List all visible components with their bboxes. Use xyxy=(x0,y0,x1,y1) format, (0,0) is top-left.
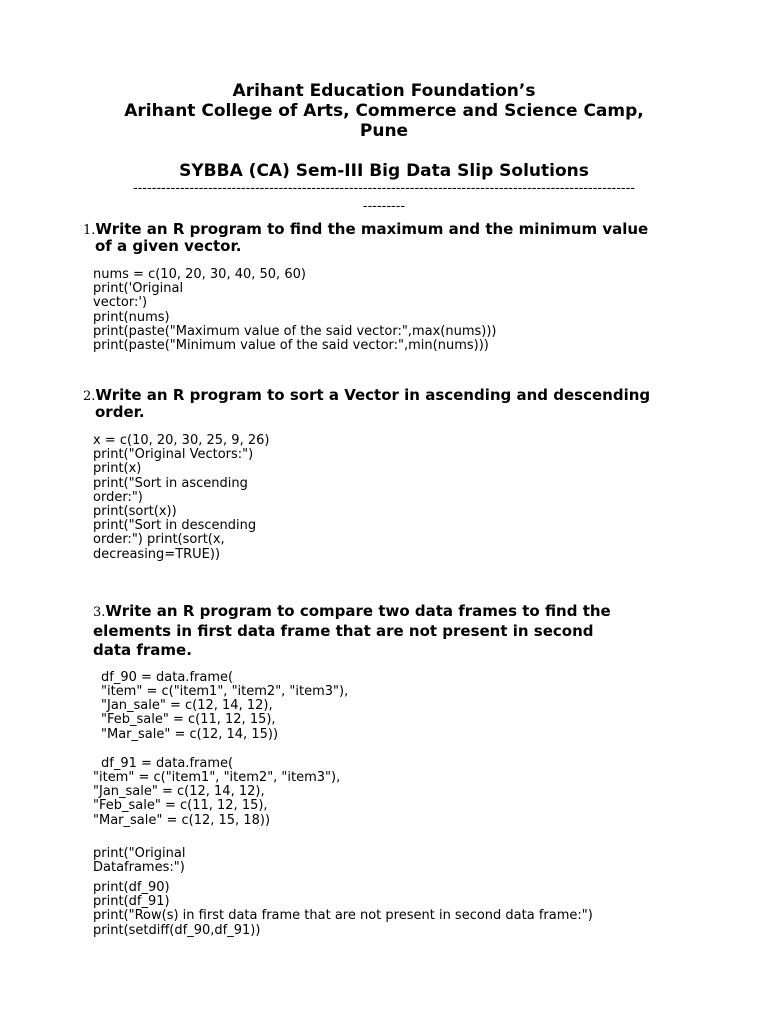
question-2-heading-continued: order. xyxy=(95,403,145,421)
code-line: order:") xyxy=(93,489,143,505)
code-line: print(nums) xyxy=(93,309,170,325)
document-title: SYBBA (CA) Sem-III Big Data Slip Solutions xyxy=(179,161,589,181)
code-line: x = c(10, 20, 30, 25, 9, 26) xyxy=(93,433,270,448)
print-results-code xyxy=(93,881,593,938)
code-line: print(x) xyxy=(93,461,142,477)
code-line: "item" = c("item1", "item2", "item3"), xyxy=(101,684,349,699)
code-line: print("Sort in descending xyxy=(93,518,257,534)
divider-line: ----------------------------------------------------------------------------------------------------------- xyxy=(133,181,635,196)
college-name: Arihant College of Arts, Commerce and Science Camp, xyxy=(124,101,644,121)
question-1-code xyxy=(93,268,496,353)
code-line: vector:') xyxy=(93,295,148,311)
code-line: "Jan_sale" = c(12, 14, 12), xyxy=(101,698,273,714)
divider-line-continued: --------- xyxy=(362,199,406,214)
code-line: print(paste("Maximum value of the said vector:",max(nums))) xyxy=(93,323,497,339)
question-text: Write an R program to compare two data frames to find the xyxy=(105,602,611,620)
question-number: 2. xyxy=(83,389,96,404)
foundation-name: Arihant Education Foundation’s xyxy=(232,81,536,101)
code-line: "Mar_sale" = c(12, 15, 18)) xyxy=(93,812,271,828)
code-line: Dataframes:") xyxy=(93,860,185,876)
df91-definition-start: df_91 = data.frame( xyxy=(101,756,234,771)
code-line: print("Row(s) in first data frame that are not present in second data frame:") xyxy=(93,908,593,924)
code-line: print("Original Vectors:") xyxy=(93,447,254,463)
code-line: "Feb_sale" = c(11, 12, 15), xyxy=(93,798,268,814)
code-line: decreasing=TRUE)) xyxy=(93,546,221,562)
question-2-heading xyxy=(83,386,650,406)
code-line: print(setdiff(df_90,df_91)) xyxy=(93,922,261,938)
college-city: Pune xyxy=(359,121,409,141)
df91-definition-body xyxy=(93,771,340,828)
code-line: nums = c(10, 20, 30, 40, 50, 60) xyxy=(93,267,306,282)
df90-definition-start: df_90 = data.frame( xyxy=(101,670,234,685)
code-line: print(df_91) xyxy=(93,894,170,910)
code-line: print(df_90) xyxy=(93,880,170,895)
df90-definition-body xyxy=(101,685,348,742)
print-original-code xyxy=(93,847,185,875)
code-line: print("Sort in ascending xyxy=(93,475,248,491)
question-3-heading-continued: elements in first data frame that are not present in second xyxy=(93,622,594,640)
question-number: 1. xyxy=(83,223,96,238)
code-line: "Mar_sale" = c(12, 14, 15)) xyxy=(101,726,279,742)
question-text: Write an R program to sort a Vector in ascending and descending xyxy=(95,386,651,404)
code-line: print(paste("Minimum value of the said vector:",min(nums))) xyxy=(93,338,489,354)
code-line: order:") print(sort(x, xyxy=(93,532,225,548)
code-line: "Feb_sale" = c(11, 12, 15), xyxy=(101,712,276,728)
code-line: print('Original xyxy=(93,281,184,297)
question-1-heading-continued: of a given vector. xyxy=(95,237,242,255)
question-number: 3. xyxy=(93,605,106,620)
code-line: "item" = c("item1", "item2", "item3"), xyxy=(93,770,341,785)
question-3-heading-end: data frame. xyxy=(93,641,192,659)
code-line: "Jan_sale" = c(12, 14, 12), xyxy=(93,784,265,800)
code-line: print("Original xyxy=(93,846,186,861)
question-text: Write an R program to find the maximum and the minimum value xyxy=(95,220,649,238)
code-line: print(sort(x)) xyxy=(93,504,177,520)
question-3-heading xyxy=(93,602,611,622)
question-2-code xyxy=(93,434,269,562)
